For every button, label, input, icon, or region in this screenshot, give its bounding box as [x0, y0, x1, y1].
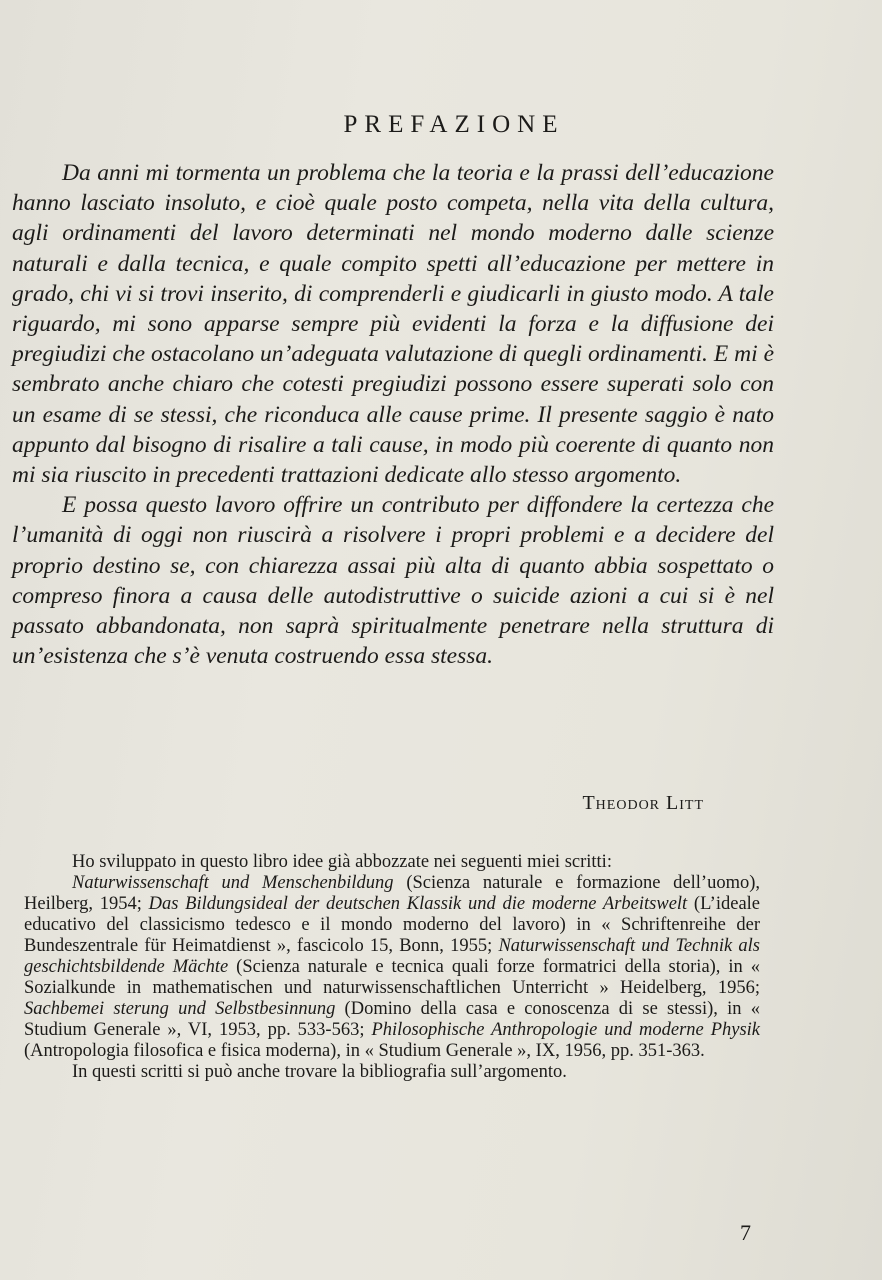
author-note: [24, 852, 760, 1083]
reference-detail: (L’ideale educativo del classicismo tedesco e il mondo moderno del lavoro) in « Schriftenreihe der Bundeszentrale für Heimatdienst », fascicolo 15, Bonn, 1955;: [24, 894, 761, 956]
reference-detail: (Domino della casa e conoscenza di se stessi), in « Studium Generale », VI, 1953, pp. 533-563;: [24, 999, 761, 1040]
reference-detail: (Scienza naturale e tecnica quali forze formatrici della storia), in « Sozialkunde in mathematischen und naturwissenschaftlichen Unterricht » Heidelberg, 1956;: [24, 957, 760, 998]
reference-detail: (Scienza naturale e formazione dell’uomo), Heilberg, 1954;: [24, 873, 761, 914]
page-title: PREFAZIONE: [343, 110, 565, 138]
preface-body: [12, 158, 774, 671]
preface-paragraph-1: Da anni mi tormenta un problema che la teoria e la prassi dell’educazione hanno lasciato insoluto, e cioè quale posto competa, nella vita della cultura, agli ordinamenti del lavoro determinati nel mondo moderno dalle scienze naturali e dalla tecnica, e quale compito spetti all’educazione per mettere in grado, chi vi si trovi inserito, di comprenderli e giudicarli in giusto modo. A tale riguardo, mi sono apparse sempre più evidenti la forza e la diffusione dei pregiudizi che ostacolano un’adeguata valutazione di quegli ordinamenti. E mi è sembrato anche chiaro che cotesti pregiudizi possono essere superati solo con un esame di se stessi, che riconduca alle cause prime. Il presente saggio è nato appunto dal bisogno di risalire a tali cause, in modo più coerente di quanto non mi sia riuscito in precedenti trattazioni dedicate allo stesso argomento.: [12, 160, 774, 489]
reference-title: Naturwissenschaft und Menschenbildung: [72, 873, 394, 893]
author-signature: Theodor Litt: [582, 792, 704, 814]
reference-title: Das Bildungsideal der deutschen Klassik und die moderne Arbeitswelt: [148, 894, 688, 914]
reference-detail: (Antropologia filosofica e fisica moderna), in « Studium Generale », IX, 1956, pp. 351-363.: [24, 1041, 705, 1061]
reference-title: Sachbemei sterung und Selbstbesinnung: [24, 999, 336, 1019]
reference-title: Naturwissenschaft und Technik als geschichtsbildende Mächte: [24, 936, 760, 977]
note-closing: In questi scritti si può anche trovare la bibliografia sull’argomento.: [72, 1062, 567, 1082]
page-number: 7: [740, 1220, 751, 1245]
note-intro: Ho sviluppato in questo libro idee già abbozzate nei seguenti miei scritti:: [72, 852, 612, 872]
note-references: [24, 873, 760, 1062]
preface-paragraph-2: E possa questo lavoro offrire un contributo per diffondere la certezza che l’umanità di oggi non riuscirà a risolvere i propri problemi e a decidere del proprio destino se, con chiarezza assai più alta di quanto abbia sospettato o compreso finora a causa delle autodistruttive o suicide azioni a cui si è nel passato abbandonata, non saprà spiritualmente penetrare nella struttura di un’esistenza che s’è venuta costruendo essa stessa.: [12, 492, 774, 670]
reference-title: Philosophische Anthropologie und moderne Physik: [371, 1020, 761, 1040]
